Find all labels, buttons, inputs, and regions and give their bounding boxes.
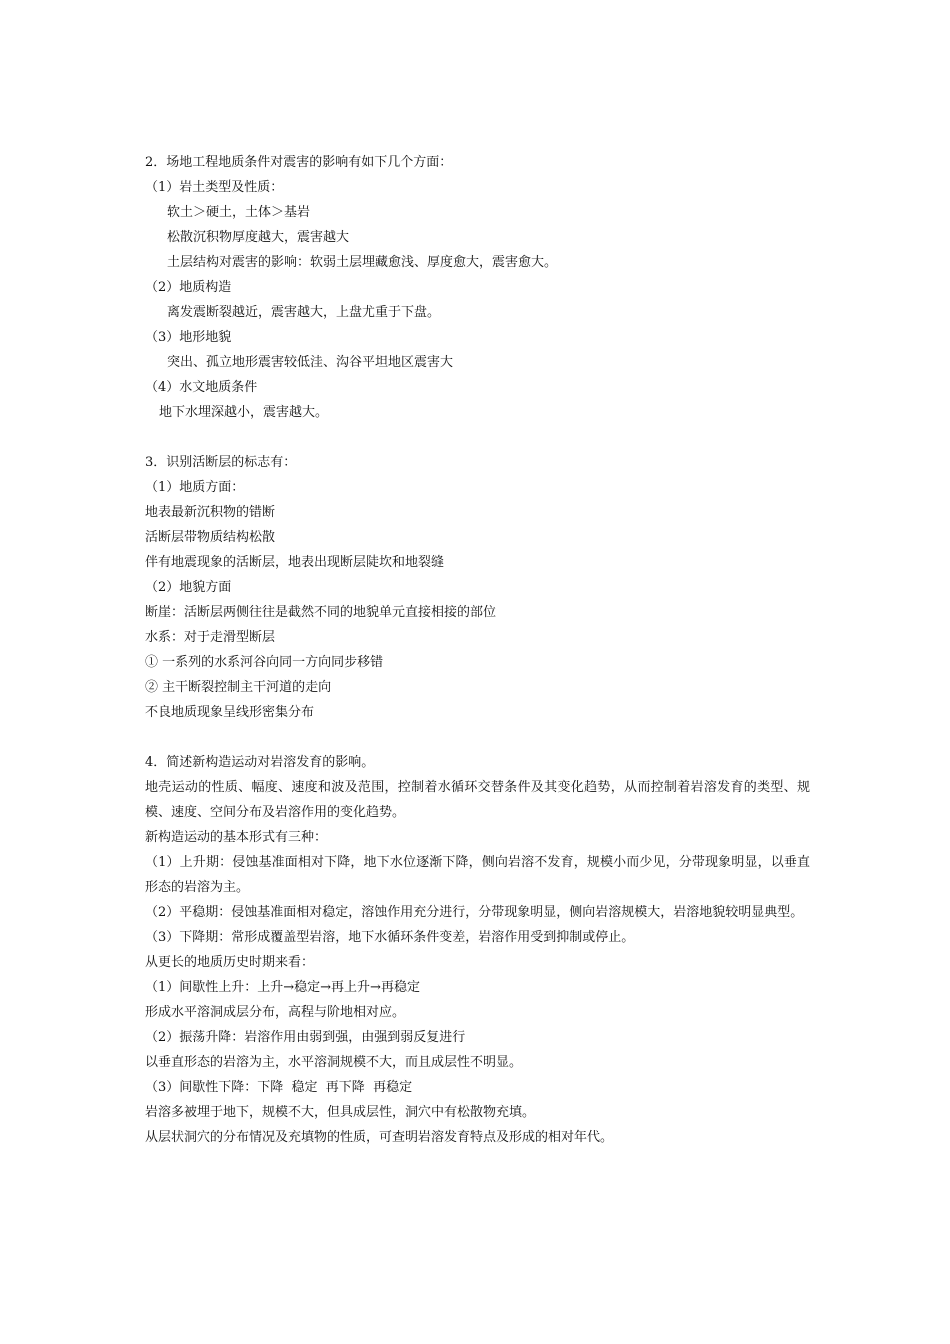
section-2-item-4-title: （4）水文地质条件 — [145, 380, 258, 395]
section-3-geology-line: 活断层带物质结构松散 — [145, 530, 276, 545]
section-3-landform-line: 不良地质现象呈线形密集分布 — [145, 705, 315, 720]
section-4-history-3-desc: 岩溶多被埋于地下，规模不大，但具成层性，洞穴中有松散物充填。 — [145, 1105, 536, 1120]
section-3-geology-line: 伴有地震现象的活断层，地表出现断层陡坎和地裂缝 — [145, 555, 445, 570]
section-2-item-1-line: 松散沉积物厚度越大，震害越大 — [167, 230, 350, 245]
section-4-history-lead: 从更长的地质历史时期来看： — [145, 955, 315, 970]
section-4-forms-lead: 新构造运动的基本形式有三种： — [145, 830, 328, 845]
section-3-landform-line: 断崖：活断层两侧往往是截然不同的地貌单元直接相接的部位 — [145, 605, 497, 620]
section-3-landform-title: （2）地貌方面 — [145, 580, 232, 595]
section-3-geology-line: 地表最新沉积物的错断 — [145, 505, 276, 520]
section-4-heading: 4．简述新构造运动对岩溶发育的影响。 — [145, 755, 375, 770]
section-3-heading: 3．识别活断层的标志有： — [145, 455, 297, 470]
section-4-form-stable: （2）平稳期：侵蚀基准面相对稳定，溶蚀作用充分进行，分带现象明显，侧向岩溶规模大，岩溶地貌较明显典型。 — [145, 905, 804, 920]
section-3-geology-title: （1）地质方面： — [145, 480, 245, 495]
section-4-history-2-title: （2）振荡升降：岩溶作用由弱到强，由强到弱反复进行 — [145, 1030, 466, 1045]
section-4-history-1-desc: 形成水平溶洞成层分布，高程与阶地相对应。 — [145, 1005, 406, 1020]
section-3-landform-line: ② 主干断裂控制主干河道的走向 — [145, 680, 332, 695]
section-2-item-3-line: 突出、孤立地形震害较低洼、沟谷平坦地区震害大 — [167, 355, 454, 370]
section-4-form-subsidence: （3）下降期：常形成覆盖型岩溶，地下水循环条件变差，岩溶作用受到抑制或停止。 — [145, 930, 635, 945]
section-3-landform-line: 水系：对于走滑型断层 — [145, 630, 276, 645]
section-4-intro: 地壳运动的性质、幅度、速度和波及范围，控制着水循环交替条件及其变化趋势，从而控制着岩溶发育的类型、规模、速度、空间分布及岩溶作用的变化趋势。 — [145, 780, 810, 820]
section-2-item-3-title: （3）地形地貌 — [145, 330, 232, 345]
section-4-history-3-title: （3）间歇性下降：下降 稳定 再下降 再稳定 — [145, 1080, 413, 1095]
document-body — [145, 150, 810, 1150]
section-2-item-1-title: （1）岩土类型及性质： — [145, 180, 284, 195]
section-spacer — [145, 725, 810, 750]
section-4-closing: 从层状洞穴的分布情况及充填物的性质，可查明岩溶发育特点及形成的相对年代。 — [145, 1130, 614, 1145]
section-2-item-2-line: 离发震断裂越近，震害越大，上盘尤重于下盘。 — [167, 305, 441, 320]
section-3-landform-line: ① 一系列的水系河谷向同一方向同步移错 — [145, 655, 384, 670]
section-4-form-uplift: （1）上升期：侵蚀基准面相对下降，地下水位逐渐下降，侧向岩溶不发育，规模小而少见，分带现象明显，以垂直形态的岩溶为主。 — [145, 855, 810, 895]
section-2-item-1-line: 软土＞硬土，土体＞基岩 — [167, 205, 311, 220]
section-2-item-1-line: 土层结构对震害的影响：软弱土层埋藏愈浅、厚度愈大，震害愈大。 — [167, 255, 558, 270]
section-4-history-2-desc: 以垂直形态的岩溶为主，水平溶洞规模不大，而且成层性不明显。 — [145, 1055, 523, 1070]
section-2-item-2-title: （2）地质构造 — [145, 280, 232, 295]
section-spacer — [145, 425, 810, 450]
section-4-history-1-title: （1）间歇性上升：上升→稳定→再上升→再稳定 — [145, 980, 420, 995]
section-2-item-4-line: 地下水埋深越小，震害越大。 — [159, 405, 329, 420]
section-2-heading: 2．场地工程地质条件对震害的影响有如下几个方面： — [145, 155, 453, 170]
